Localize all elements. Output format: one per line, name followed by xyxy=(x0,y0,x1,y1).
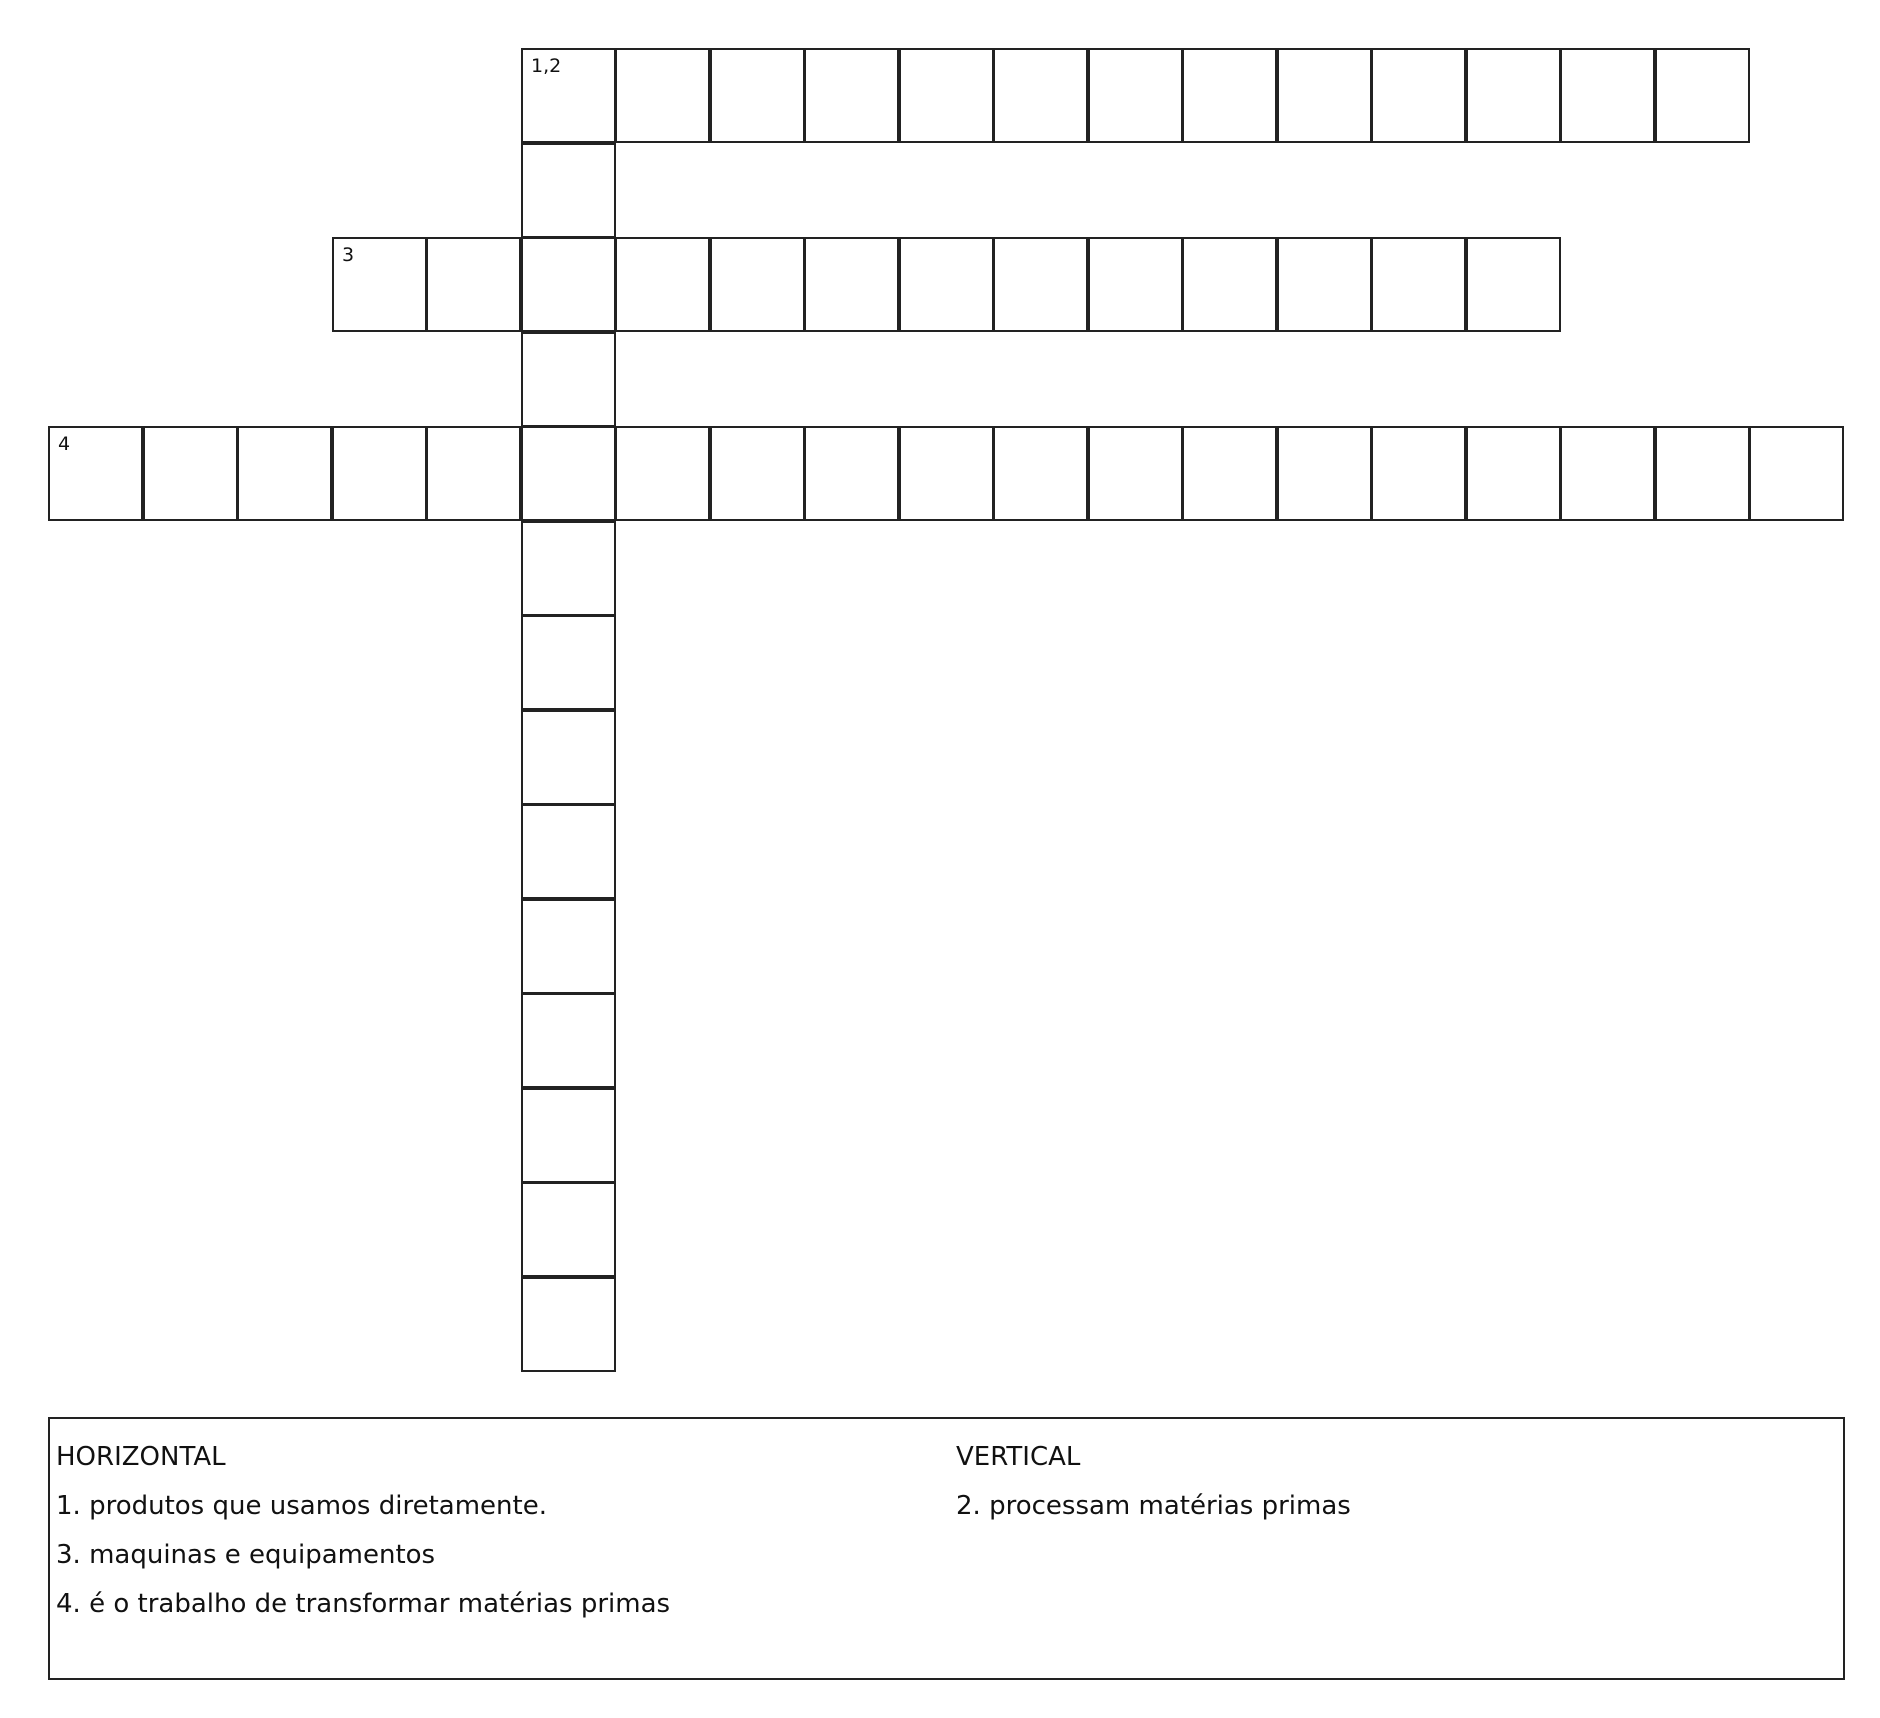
crossword-cell[interactable] xyxy=(521,1182,616,1277)
crossword-cell[interactable] xyxy=(1182,426,1277,521)
crossword-cell[interactable] xyxy=(426,426,521,521)
crossword-cell[interactable] xyxy=(1277,48,1372,143)
crossword-cell[interactable] xyxy=(1277,237,1372,332)
crossword-cell[interactable] xyxy=(615,237,710,332)
crossword-cell[interactable] xyxy=(521,332,616,427)
crossword-cell[interactable] xyxy=(1560,48,1655,143)
vertical-heading: VERTICAL xyxy=(956,1442,1081,1472)
crossword-cell[interactable] xyxy=(521,426,616,521)
crossword-cell[interactable] xyxy=(1560,426,1655,521)
crossword-cell[interactable] xyxy=(521,1088,616,1183)
crossword-cell[interactable] xyxy=(1088,426,1183,521)
crossword-cell[interactable] xyxy=(804,237,899,332)
crossword-cell[interactable] xyxy=(332,237,427,332)
clues-box xyxy=(48,1417,1845,1680)
crossword-cell[interactable] xyxy=(1088,237,1183,332)
crossword-cell[interactable] xyxy=(521,615,616,710)
crossword-cell[interactable] xyxy=(1749,426,1844,521)
crossword-cell[interactable] xyxy=(1466,48,1561,143)
crossword-cell[interactable] xyxy=(521,804,616,899)
crossword-cell[interactable] xyxy=(521,899,616,994)
crossword-cell[interactable] xyxy=(899,48,994,143)
crossword-cell[interactable] xyxy=(710,426,805,521)
clue-across-3: 3. maquinas e equipamentos xyxy=(56,1540,436,1570)
horizontal-heading: HORIZONTAL xyxy=(56,1442,226,1472)
clue-across-1: 1. produtos que usamos diretamente. xyxy=(56,1491,547,1521)
crossword-cell[interactable] xyxy=(615,48,710,143)
clue-number: 4 xyxy=(58,433,71,455)
crossword-cell[interactable] xyxy=(804,48,899,143)
crossword-cell[interactable] xyxy=(48,426,143,521)
crossword-cell[interactable] xyxy=(521,237,616,332)
crossword-cell[interactable] xyxy=(993,237,1088,332)
crossword-cell[interactable] xyxy=(993,426,1088,521)
crossword-cell[interactable] xyxy=(1655,48,1750,143)
crossword-cell[interactable] xyxy=(521,143,616,238)
crossword-cell[interactable] xyxy=(1371,48,1466,143)
clue-number: 1,2 xyxy=(531,55,562,77)
crossword-cell[interactable] xyxy=(804,426,899,521)
crossword-cell[interactable] xyxy=(521,521,616,616)
crossword-cell[interactable] xyxy=(1655,426,1750,521)
crossword-cell[interactable] xyxy=(993,48,1088,143)
horizontal-clues xyxy=(56,1433,670,1629)
crossword-cell[interactable] xyxy=(710,237,805,332)
crossword-cell[interactable] xyxy=(899,237,994,332)
crossword-cell[interactable] xyxy=(710,48,805,143)
clue-number: 3 xyxy=(342,244,355,266)
crossword-cell[interactable] xyxy=(521,993,616,1088)
vertical-clues xyxy=(956,1433,1351,1531)
crossword-cell[interactable] xyxy=(899,426,994,521)
crossword-cell[interactable] xyxy=(521,1277,616,1372)
clue-down-2: 2. processam matérias primas xyxy=(956,1491,1351,1521)
crossword-cell[interactable] xyxy=(1182,48,1277,143)
crossword-cell[interactable] xyxy=(1088,48,1183,143)
crossword-cell[interactable] xyxy=(237,426,332,521)
crossword-cell[interactable] xyxy=(615,426,710,521)
crossword-cell[interactable] xyxy=(521,48,616,143)
crossword-cell[interactable] xyxy=(143,426,238,521)
crossword-cell[interactable] xyxy=(1371,426,1466,521)
clue-across-4: 4. é o trabalho de transformar matérias primas xyxy=(56,1589,671,1619)
crossword-cell[interactable] xyxy=(1466,426,1561,521)
crossword-cell[interactable] xyxy=(1277,426,1372,521)
crossword-cell[interactable] xyxy=(521,710,616,805)
crossword-cell[interactable] xyxy=(1371,237,1466,332)
crossword-cell[interactable] xyxy=(1466,237,1561,332)
crossword-cell[interactable] xyxy=(332,426,427,521)
crossword-cell[interactable] xyxy=(1182,237,1277,332)
crossword-cell[interactable] xyxy=(426,237,521,332)
